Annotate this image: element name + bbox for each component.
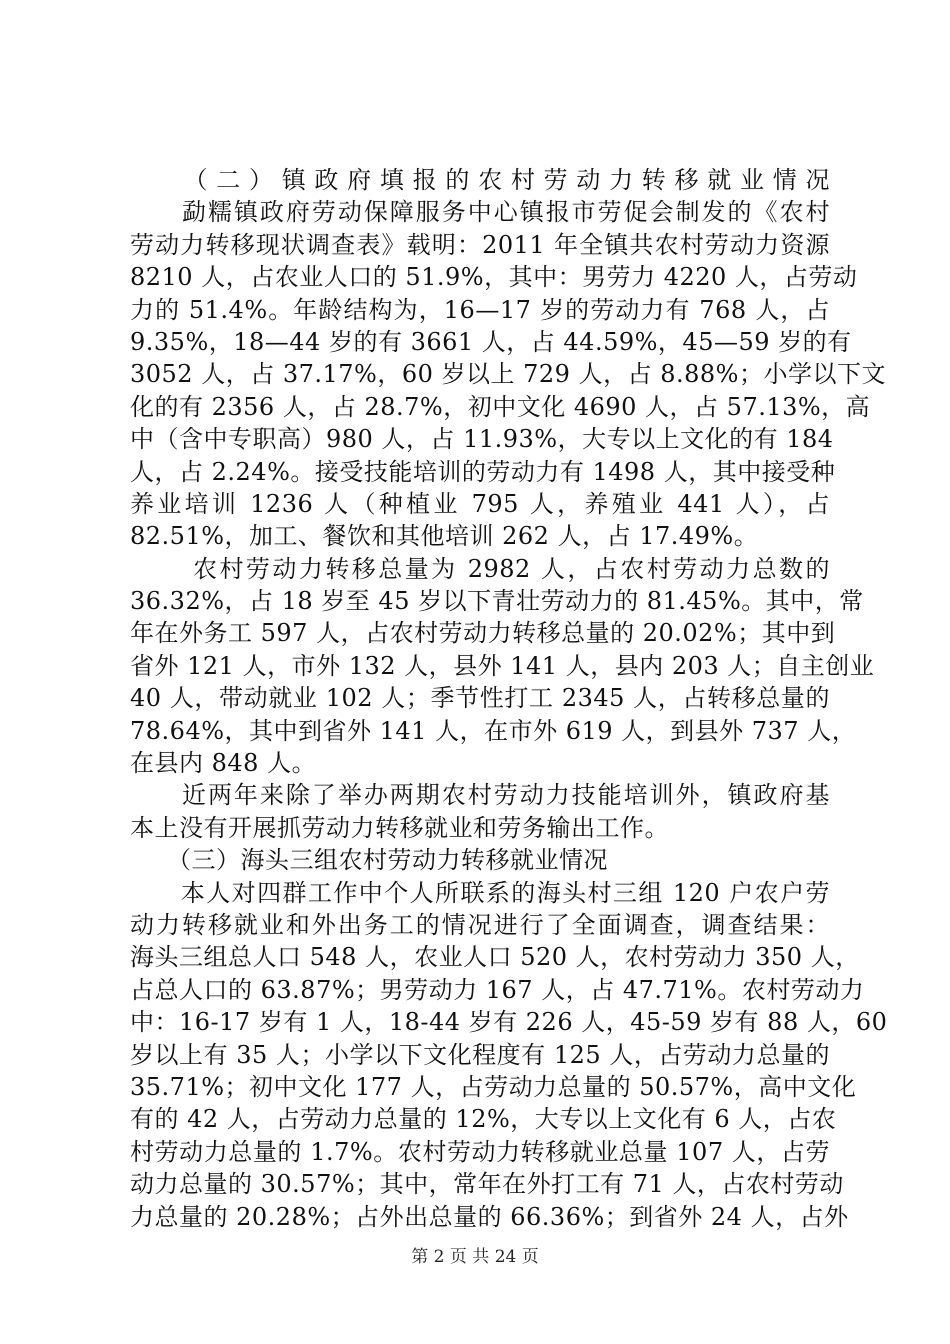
section-heading-2: （二）镇政府填报的农村劳动力转移就业情况 — [130, 166, 830, 194]
text-line: 有的 42 人，占劳动力总量的 12%，大专以上文化有 6 人，占农 — [130, 1105, 837, 1134]
body-text — [130, 164, 888, 1233]
text-line: 勐糯镇政府劳动保障服务中心镇报市劳促会制发的《农村 — [130, 198, 830, 227]
text-line: 省外 121 人，市外 132 人，县外 141 人，县内 203 人；自主创业 — [130, 651, 875, 680]
text-line: 年在外务工 597 人，占农村劳动力转移总量的 20.02%；其中到 — [130, 619, 836, 648]
text-line: 35.71%；初中文化 177 人，占劳动力总量的 50.57%，高中文化 — [130, 1072, 857, 1101]
text-line: 农村劳动力转移总量为 2982 人，占农村劳动力总数的 — [130, 554, 830, 583]
text-line: 力总量的 20.28%；占外出总量的 66.36%；到省外 24 人，占外 — [130, 1202, 849, 1231]
text-line: 在县内 848 人。 — [130, 749, 317, 778]
page-number-footer: 第 2 页 共 24 页 — [411, 1247, 539, 1267]
text-line: 养业培训 1236 人（种植业 795 人，养殖业 441 人），占 — [130, 489, 830, 518]
section-heading-3: （三）海头三组农村劳动力转移就业情况 — [130, 846, 608, 875]
text-line: 力的 51.4%。年龄结构为，16—17 岁的劳动力有 768 人，占 — [130, 295, 830, 324]
text-line: 本人对四群工作中个人所联系的海头村三组 120 户农户劳 — [130, 878, 830, 907]
text-line: 78.64%，其中到省外 141 人，在市外 619 人，到县外 737 人， — [130, 716, 857, 745]
text-line: 近两年来除了举办两期农村劳动力技能培训外，镇政府基 — [130, 781, 830, 810]
text-line: 9.35%，18—44 岁的有 3661 人，占 44.59%，45—59 岁的有 — [130, 327, 852, 356]
text-line: 劳动力转移现状调查表》载明：2011 年全镇共农村劳动力资源 — [130, 230, 830, 259]
text-line: 中：16-17 岁有 1 人，18-44 岁有 226 人，45-59 岁有 88 人，60 — [130, 1008, 888, 1037]
text-line: 3052 人，占 37.17%，60 岁以上 729 人，占 8.88%；小学以下文 — [130, 360, 886, 389]
text-line: 岁以上有 35 人；小学以下文化程度有 125 人，占劳动力总量的 — [130, 1040, 830, 1069]
text-line: 8210 人，占农业人口的 51.9%，其中：男劳力 4220 人，占劳动 — [130, 263, 858, 292]
text-line: 本上没有开展抓劳动力转移就业和劳务输出工作。 — [130, 813, 669, 842]
text-line: 动力转移就业和外出务工的情况进行了全面调查，调查结果： — [130, 910, 830, 939]
text-line: 动力总量的 30.57%；其中，常年在外打工有 71 人，占农村劳动 — [130, 1170, 844, 1199]
text-line: 海头三组总人口 548 人，农业人口 520 人，农村劳动力 350 人， — [130, 943, 860, 972]
text-line: 36.32%，占 18 岁至 45 岁以下青壮劳动力的 81.45%。其中，常 — [130, 587, 864, 616]
text-line: 中（含中专职高）980 人，占 11.93%，大专以上文化的有 184 — [130, 425, 834, 454]
text-line: 占总人口的 63.87%；男劳动力 167 人，占 47.71%。农村劳动力 — [130, 975, 865, 1004]
text-line: 40 人，带动就业 102 人；季节性打工 2345 人，占转移总量的 — [130, 684, 830, 713]
text-line: 82.51%，加工、餐饮和其他培训 262 人，占 17.49%。 — [130, 522, 759, 551]
text-line: 人，占 2.24%。接受技能培训的劳动力有 1498 人，其中接受种 — [130, 457, 836, 486]
text-line: 化的有 2356 人，占 28.7%，初中文化 4690 人，占 57.13%，高 — [130, 392, 871, 421]
text-line: 村劳动力总量的 1.7%。农村劳动力转移就业总量 107 人，占劳 — [130, 1137, 830, 1166]
